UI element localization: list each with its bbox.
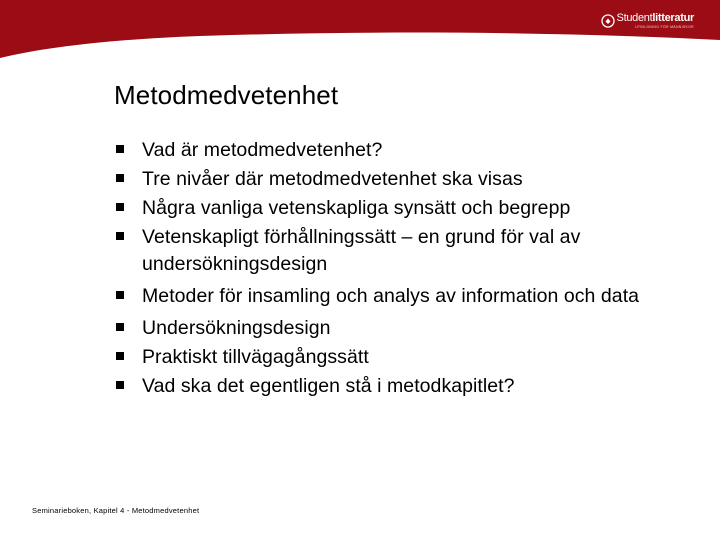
footer-caption: Seminarieboken, Kapitel 4 - Metodmedvetenhet <box>32 506 200 515</box>
bullet-item <box>114 282 674 314</box>
logo-name-regular: Student <box>616 12 653 24</box>
bullet-item <box>114 165 674 194</box>
bullet-text: Metoder för insamling och analys av information och data <box>142 285 640 307</box>
logo-mark-icon <box>601 14 615 28</box>
bullet-text: Vetenskapligt förhållningssätt – en grund för val av undersökningsdesign <box>142 226 581 275</box>
bullet-item <box>114 343 674 372</box>
header-banner <box>0 0 720 62</box>
bullet-item <box>114 223 674 282</box>
square-bullet-icon <box>116 203 124 211</box>
bullet-text: Vad är metodmedvetenhet? <box>142 139 383 161</box>
square-bullet-icon <box>116 352 124 360</box>
logo-wordmark <box>617 12 694 25</box>
slide-title: Metodmedvetenhet <box>114 80 339 110</box>
banner-shape <box>0 0 720 62</box>
square-bullet-icon <box>116 323 124 331</box>
square-bullet-icon <box>116 145 124 153</box>
bullet-text: Undersökningsdesign <box>142 317 331 339</box>
square-bullet-icon <box>116 174 124 182</box>
bullet-text: Praktiskt tillvägagångssätt <box>142 346 369 368</box>
square-bullet-icon <box>116 232 124 240</box>
publisher-logo <box>601 12 694 30</box>
bullet-item <box>114 372 674 401</box>
logo-tagline: UTBILDNING FÖR MÄNNISKOR <box>635 25 694 29</box>
bullet-item <box>114 194 674 223</box>
square-bullet-icon <box>116 291 124 299</box>
bullet-text: Vad ska det egentligen stå i metodkapitlet? <box>142 375 515 397</box>
bullet-item <box>114 314 674 343</box>
logo-name-bold: litteratur <box>652 12 694 24</box>
square-bullet-icon <box>116 381 124 389</box>
bullet-item <box>114 136 674 165</box>
bullet-list <box>114 136 674 401</box>
bullet-text: Tre nivåer där metodmedvetenhet ska visas <box>142 168 523 190</box>
bullet-text: Några vanliga vetenskapliga synsätt och begrepp <box>142 197 571 219</box>
